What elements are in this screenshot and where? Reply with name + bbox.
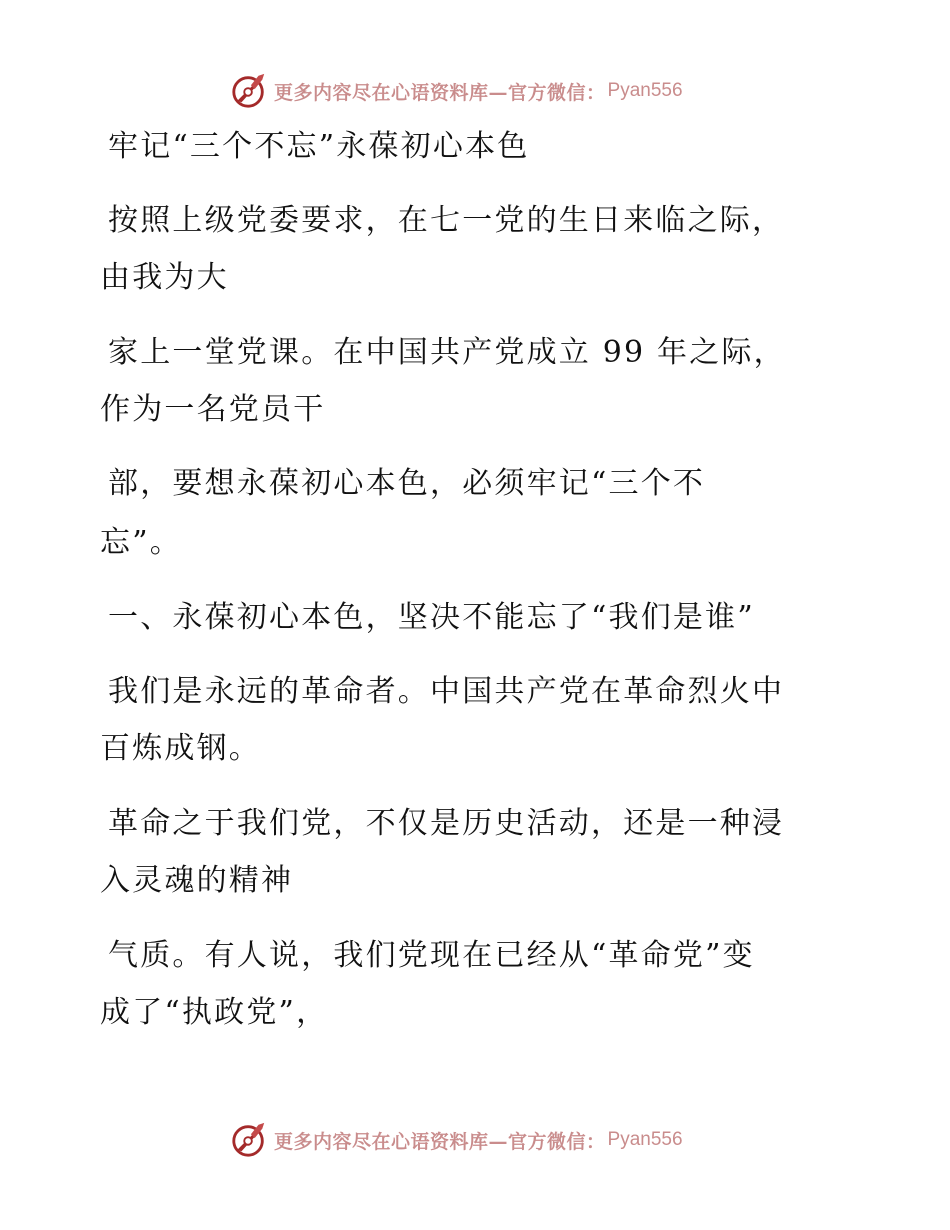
section-heading: 一、永葆初心本色，坚决不能忘了“我们是谁” — [108, 600, 755, 635]
paragraph-line: 我们是永远的革命者。中国共产党在革命烈火中 — [108, 674, 785, 709]
header-banner-text: 更多内容尽在心语资料库—官方微信： — [274, 81, 606, 104]
paragraph-line: 由我为大 — [100, 260, 229, 295]
paragraph-line: 成了“执政党”， — [100, 995, 329, 1030]
paragraph-line: 百炼成钢。 — [100, 731, 261, 766]
paragraph-line: 部，要想永葆初心本色，必须牢记“三个不 — [108, 466, 706, 501]
header-banner-wechat-id: Pyan556 — [607, 80, 683, 101]
paragraph-line: 入灵魂的精神 — [100, 863, 294, 898]
paragraph-line: 作为一名党员干 — [100, 392, 326, 427]
paragraph-line: 按照上级党委要求，在七一党的生日来临之际， — [108, 203, 785, 238]
footer-banner-text: 更多内容尽在心语资料库—官方微信： — [274, 1130, 606, 1153]
paragraph-line: 家上一堂党课。在中国共产党成立 99 年之际， — [108, 335, 786, 370]
paragraph-line: 气质。有人说，我们党现在已经从“革命党”变 — [108, 938, 755, 973]
document-title: 牢记“三个不忘”永葆初心本色 — [108, 129, 530, 164]
quill-pen-logo-icon — [230, 72, 268, 110]
paragraph-line: 忘”。 — [100, 525, 182, 560]
footer-banner — [230, 1120, 683, 1160]
paragraph-line: 革命之于我们党，不仅是历史活动，还是一种浸 — [108, 806, 785, 841]
header-banner — [230, 71, 683, 111]
footer-banner-wechat-id: Pyan556 — [607, 1129, 683, 1150]
quill-pen-logo-icon — [230, 1121, 268, 1159]
